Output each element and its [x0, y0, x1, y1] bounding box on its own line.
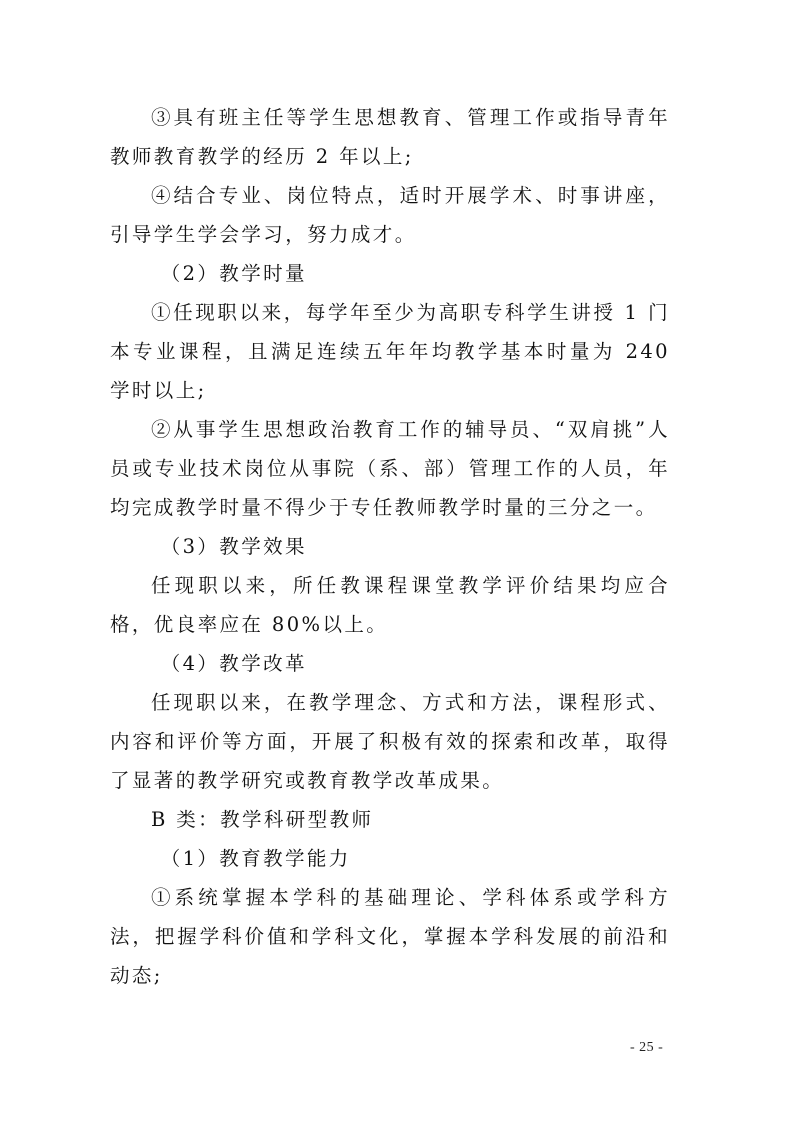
category-heading-b: B 类：教学科研型教师 — [150, 808, 374, 831]
document-body — [110, 98, 670, 995]
section-heading-teaching-effect: （3）教学效果 — [160, 535, 307, 558]
section-heading-teaching-reform: （4）教学改革 — [160, 652, 307, 675]
paragraph-discipline-mastery: ①系统掌握本学科的基础理论、学科体系或学科方法，把握学科价值和学科文化，掌握本学科发展的前沿和动态; — [110, 886, 670, 987]
paragraph-reform-achievements: 任现职以来，在教学理念、方式和方法，课程形式、内容和评价等方面，开展了积极有效的探索和改革，取得了显著的教学研究或教育教学改革成果。 — [110, 691, 670, 792]
paragraph-counselor-requirement: ②从事学生思想政治教育工作的辅导员、“双肩挑”人员或专业技术岗位从事院（系、部）管理工作的人员，年均完成教学时量不得少于专任教师教学时量的三分之一。 — [110, 418, 670, 519]
paragraph-evaluation-result: 任现职以来，所任教课程课堂教学评价结果均应合格，优良率应在 80%以上。 — [110, 574, 670, 636]
section-heading-teaching-ability: （1）教育教学能力 — [160, 847, 351, 870]
paragraph-lectures: ④结合专业、岗位特点，适时开展学术、时事讲座，引导学生学会学习，努力成才。 — [110, 184, 670, 246]
page-number: - 25 - — [630, 1040, 664, 1055]
paragraph-course-requirement: ①任现职以来，每学年至少为高职专科学生讲授 1 门本专业课程，且满足连续五年年均教学基本时量为 240 学时以上; — [110, 301, 670, 402]
paragraph-experience: ③具有班主任等学生思想教育、管理工作或指导青年教师教育教学的经历 2 年以上; — [110, 106, 670, 168]
section-heading-teaching-hours: （2）教学时量 — [160, 262, 307, 285]
